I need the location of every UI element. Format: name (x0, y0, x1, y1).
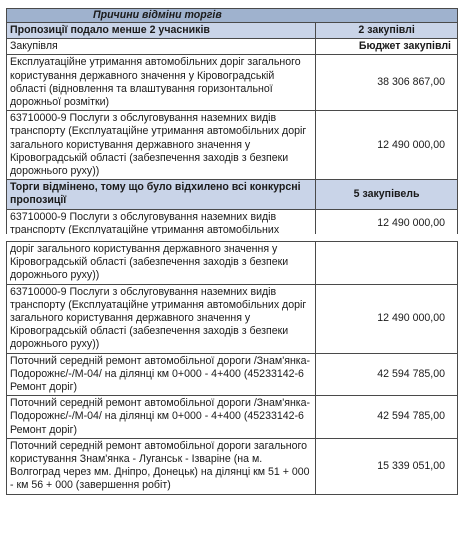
reason-count: 2 закупівлі (316, 23, 458, 39)
procurement-budget: 42 594 785,00 (316, 396, 458, 439)
procurement-budget: 42 594 785,00 (316, 353, 458, 396)
reason-row (7, 180, 458, 209)
table-row (7, 438, 458, 494)
table-row (7, 396, 458, 439)
cancellation-table-top (6, 8, 458, 234)
procurement-name: Поточний середній ремонт автомобільної дороги /Знам'янка-Подорожнє/-/М-04/ на ділянці км 0+000 - 4+400 (45233142-6 Ремонт доріг) (7, 396, 316, 439)
procurement-name: 63710000-9 Послуги з обслуговування наземних видів транспорту (Експлуатаційне утримання автомобільних доріг загального користування державного значення у Кіровоградській області (забезпечення заходів з безпеки дорожнього руху)) (7, 284, 316, 353)
procurement-name: 63710000-9 Послуги з обслуговування наземних видів транспорту (Експлуатаційне утримання автомобільних доріг загального користування державного значення у Кіровоградській області (забезпечення заходів з безпеки дорожнього руху)) (7, 111, 316, 180)
procurement-name: доріг загального користування державного значення у Кіровоградській області (забезпечення заходів з безпеки дорожнього руху)) (7, 242, 316, 285)
procurement-budget-empty (316, 242, 458, 285)
procurement-name: Поточний середній ремонт автомобільної дороги /Знам'янка-Подорожнє/-/М-04/ на ділянці км 0+000 - 4+400 (45233142-6 Ремонт доріг) (7, 353, 316, 396)
reason-label: Пропозиції подало менше 2 учасників (7, 23, 316, 39)
column-header-row (7, 39, 458, 55)
reason-label: Торги відмінено, тому що було відхилено всі конкурсні пропозиції (7, 180, 316, 209)
table-fragment-top (6, 8, 460, 234)
table-row (7, 55, 458, 111)
table-row (7, 284, 458, 353)
procurement-budget: 15 339 051,00 (316, 438, 458, 494)
table-row (7, 242, 458, 285)
procurement-name: Експлуатаційне утримання автомобільних доріг загального користування державного значення у Кіровоградській області (відновлення та влаштування горизонтальної дорожньої розмітки) (7, 55, 316, 111)
procurement-name: Поточний середній ремонт автомобільної дороги загального користування Знам'янка - Луганськ - Ізваріне (на м. Волгоград через мм. Дніпро, Донецьк) на ділянці км 51 + 000 - км 56 + 000 (завершення робіт) (7, 438, 316, 494)
procurement-budget: 12 490 000,00 (316, 111, 458, 180)
table-row (7, 353, 458, 396)
reason-row (7, 23, 458, 39)
column-header-item: Закупівля (7, 39, 316, 55)
column-header-budget: Бюджет закупівлі (316, 39, 458, 55)
table-row (7, 111, 458, 180)
procurement-budget: 12 490 000,00 (316, 209, 458, 234)
table-row (7, 209, 458, 234)
procurement-name: 63710000-9 Послуги з обслуговування наземних видів транспорту (Експлуатаційне утримання автомобільних (7, 209, 316, 234)
reason-count: 5 закупівель (316, 180, 458, 209)
section-title: Причини відміни торгів (7, 9, 458, 23)
cancellation-table-continued (6, 241, 458, 495)
procurement-budget: 38 306 867,00 (316, 55, 458, 111)
procurement-budget: 12 490 000,00 (316, 284, 458, 353)
